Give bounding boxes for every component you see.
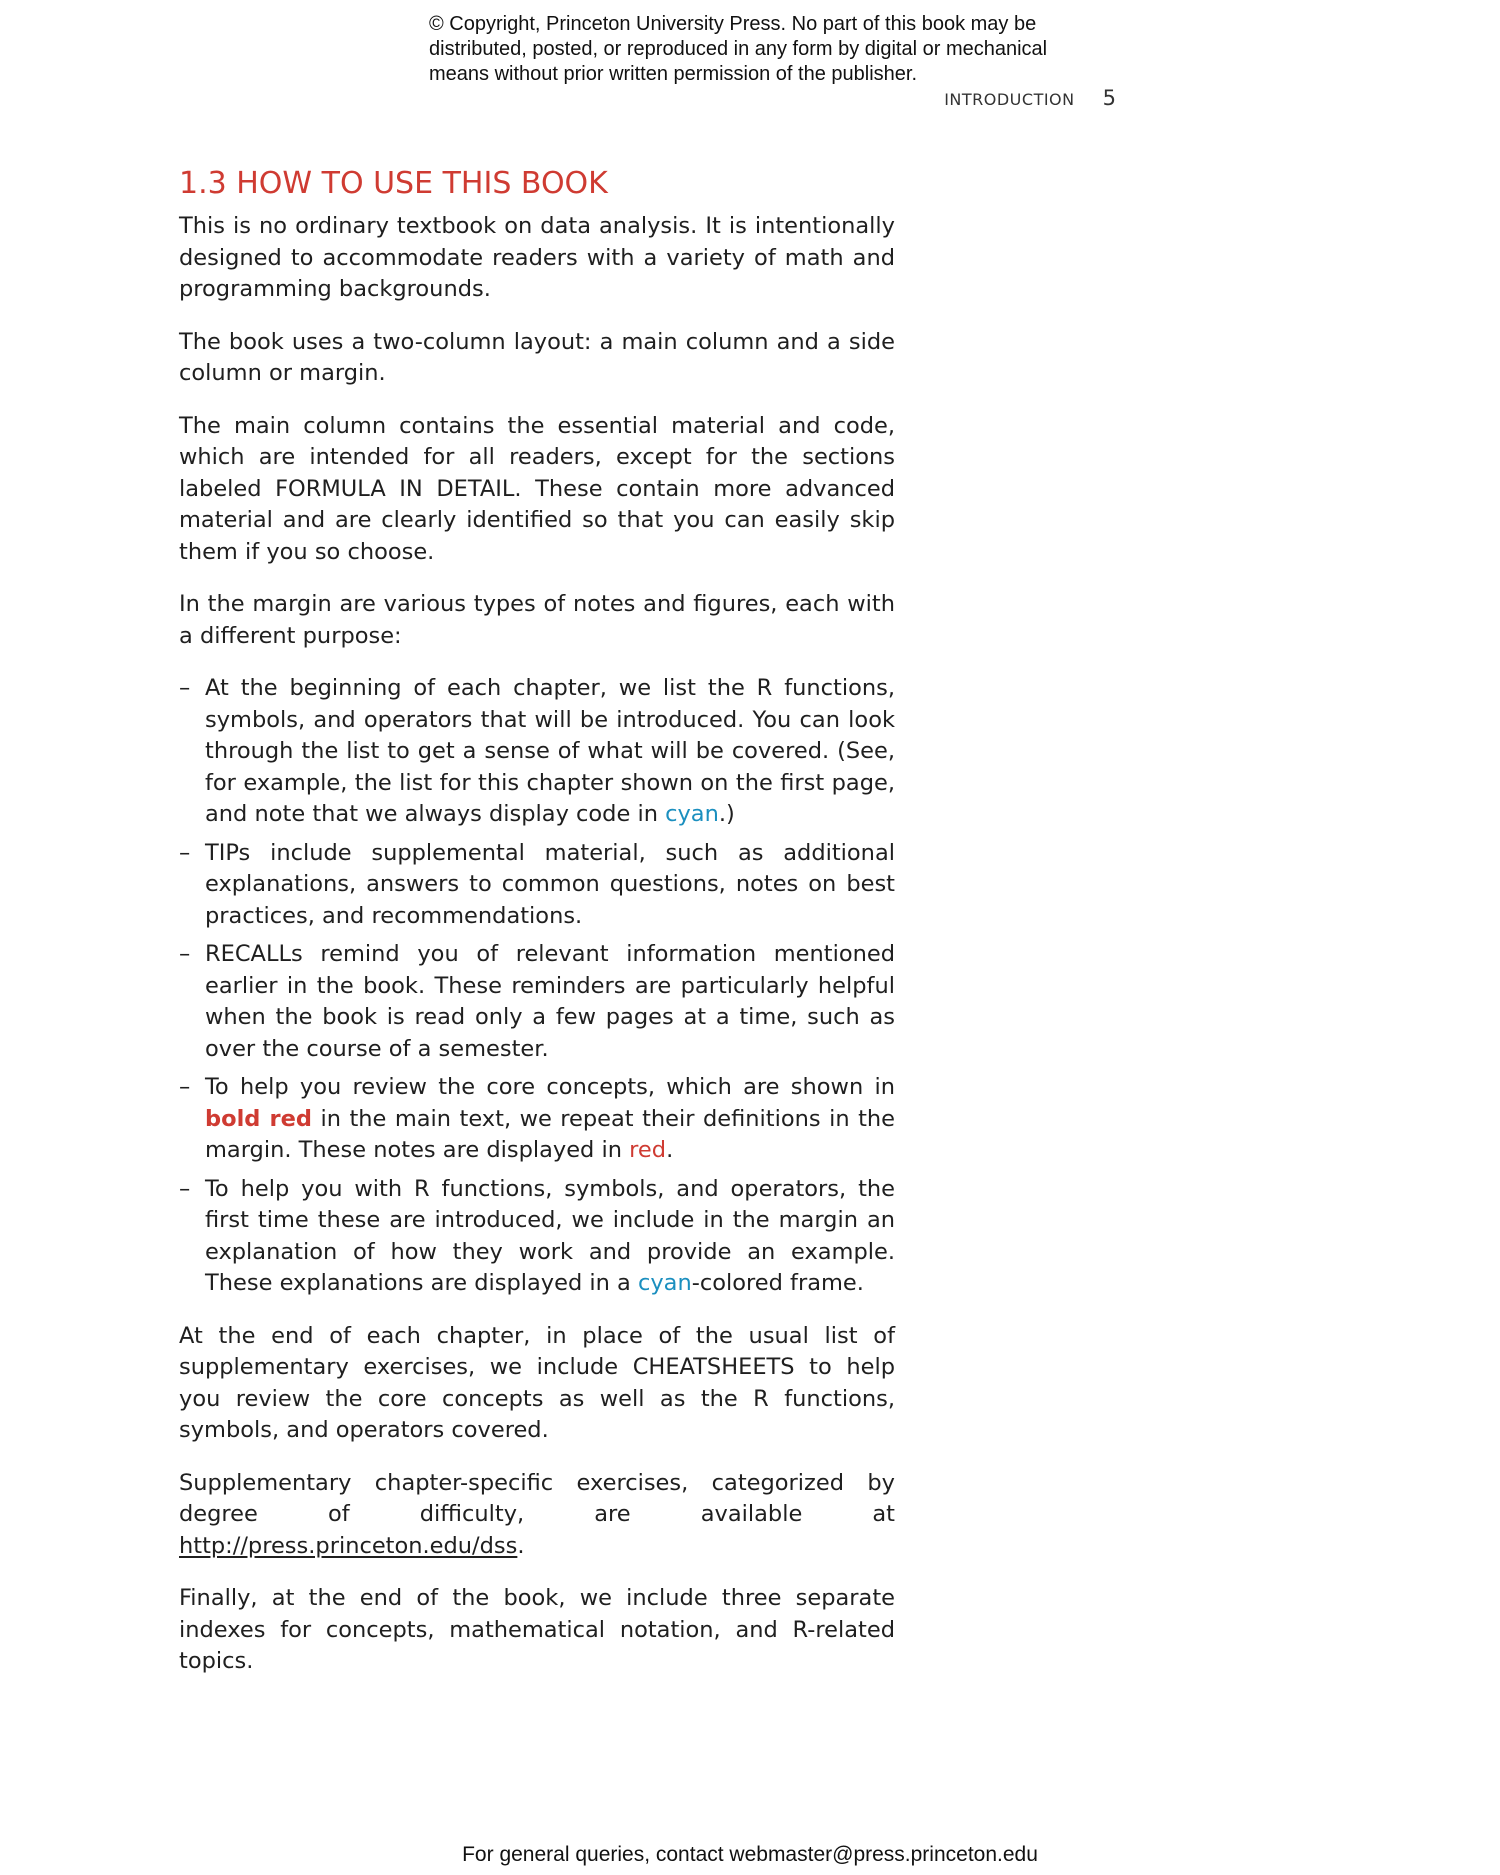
page-number: 5 bbox=[1102, 86, 1116, 110]
list-text: .) bbox=[718, 801, 735, 827]
main-column bbox=[179, 166, 895, 1699]
list-text: in the main text, we repeat their definitions in the margin. These notes are displayed in bbox=[205, 1105, 895, 1163]
list-item bbox=[179, 838, 895, 933]
list-text: . bbox=[666, 1137, 674, 1163]
list-text: To help you with R functions, symbols, and operators, the first time these are introduced, we include in the margin an explanation of how they work and provide an example. These explanations are displayed in a bbox=[205, 1175, 895, 1296]
list-dash: – bbox=[179, 1074, 191, 1100]
running-head-section: INTRODUCTION bbox=[944, 90, 1075, 109]
copyright-notice bbox=[429, 12, 1109, 87]
list-text: RECALLs remind you of relevant information mentioned earlier in the book. These reminders are particularly helpful when the book is read only a few pages at a time, such as over the course of a semester. bbox=[205, 941, 895, 1062]
cyan-highlight: cyan bbox=[637, 1270, 692, 1296]
list-text: To help you review the core concepts, which are shown in bbox=[205, 1074, 895, 1100]
copyright-line: © Copyright, Princeton University Press. No part of this book may be bbox=[429, 13, 1037, 35]
paragraph: In the margin are various types of notes and figures, each with a different purpose: bbox=[179, 591, 895, 649]
copyright-line: means without prior written permission of the publisher. bbox=[429, 63, 918, 85]
list-dash: – bbox=[179, 1175, 191, 1202]
copyright-line: distributed, posted, or reproduced in any form by digital or mechanical bbox=[429, 38, 1048, 60]
footer-contact: For general queries, contact webmaster@press.princeton.edu bbox=[462, 1843, 1038, 1866]
paragraph-text: Supplementary chapter-specific exercises, categorized by degree of difficulty, are available at bbox=[179, 1469, 895, 1527]
section-heading: 1.3 HOW TO USE THIS BOOK bbox=[179, 166, 608, 201]
list-text: -colored frame. bbox=[691, 1270, 864, 1296]
list-item bbox=[179, 1072, 895, 1167]
list-dash: – bbox=[179, 675, 191, 701]
list-dash: – bbox=[179, 941, 191, 967]
list-item bbox=[179, 1174, 895, 1300]
paragraph: This is no ordinary textbook on data analysis. It is intentionally designed to accommodate readers with a variety of math and programming backgrounds. bbox=[179, 213, 895, 302]
paragraph: The book uses a two-column layout: a main column and a side column or margin. bbox=[179, 328, 895, 386]
list-item bbox=[179, 673, 895, 831]
bold-red-highlight: bold red bbox=[205, 1105, 312, 1132]
margin-notes-list bbox=[179, 673, 895, 1300]
red-highlight: red bbox=[629, 1137, 667, 1163]
paragraph: The main column contains the essential material and code, which are intended for all readers, except for the sections labeled FORMULA IN DETAIL. These contain more advanced material and are clearly identified so that you can easily skip them if you so choose. bbox=[179, 412, 895, 565]
paragraph bbox=[179, 1468, 895, 1563]
list-dash: – bbox=[179, 839, 191, 866]
paragraph: Finally, at the end of the book, we include three separate indexes for concepts, mathematical notation, and R-related topics. bbox=[179, 1585, 895, 1674]
paragraph-text: . bbox=[517, 1532, 525, 1559]
list-text: At the beginning of each chapter, we list the R functions, symbols, and operators that will be introduced. You can look through the list to get a sense of what will be covered. (See, for example, the list for this chapter shown on the first page, and note that we always display code in bbox=[205, 675, 895, 827]
list-text: TIPs include supplemental material, such as additional explanations, answers to common questions, notes on best practices, and recommendations. bbox=[205, 839, 895, 929]
running-head bbox=[944, 86, 1116, 110]
list-item bbox=[179, 939, 895, 1065]
cyan-highlight: cyan bbox=[665, 801, 719, 827]
exercises-url-link[interactable]: http://press.princeton.edu/dss bbox=[179, 1532, 518, 1559]
paragraph: At the end of each chapter, in place of the usual list of supplementary exercises, we include CHEATSHEETS to help you review the core concepts as well as the R functions, symbols, and operators covered. bbox=[179, 1322, 895, 1443]
